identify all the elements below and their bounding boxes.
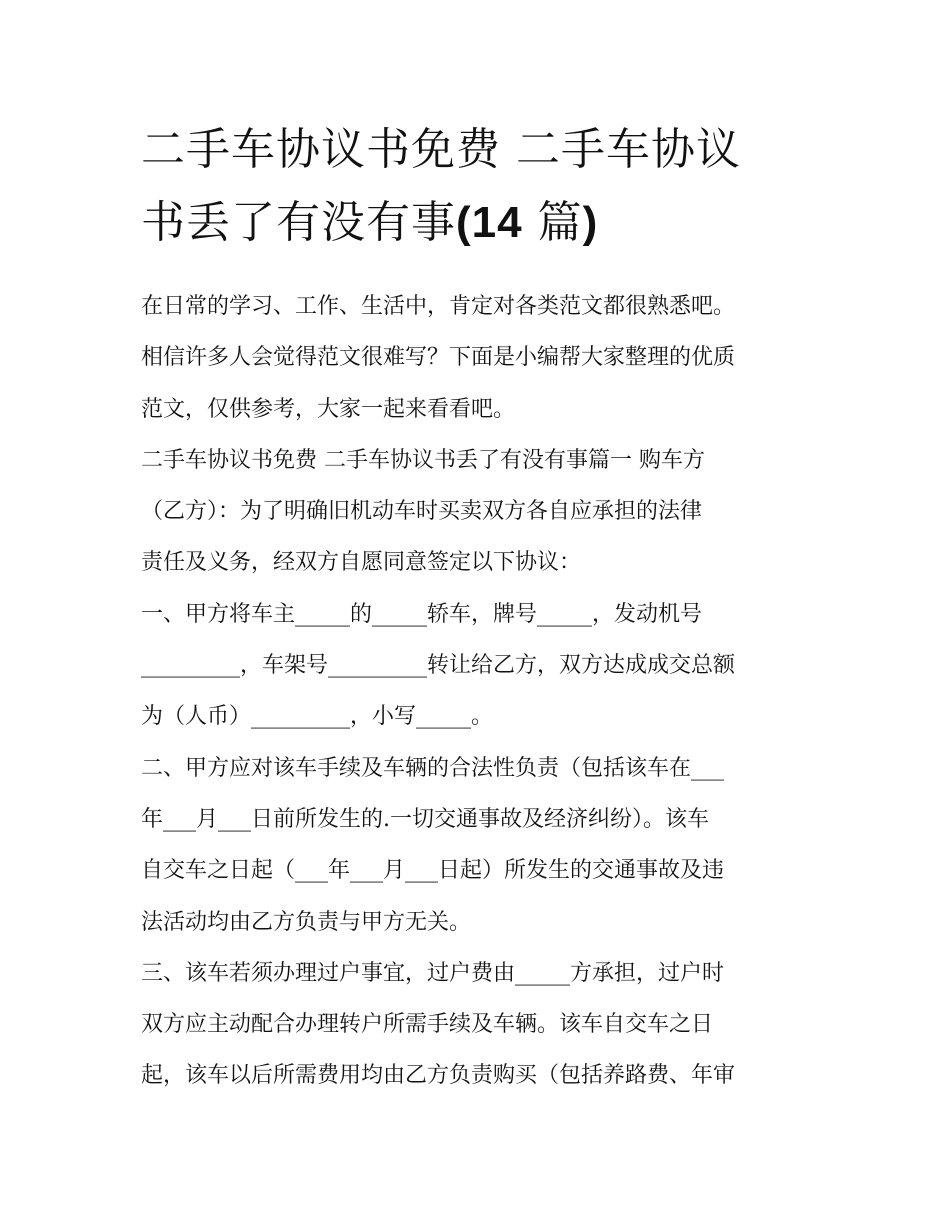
text-line: 责任及义务，经双方自愿同意签定以下协议： — [141, 550, 582, 576]
text-line: 三、该车若须办理过户事宜，过户费由_____方承担，过户时 — [141, 960, 725, 986]
text-line: 自交车之日起（___年___月___日起）所发生的交通事故及违 — [141, 858, 725, 884]
text-line: 法活动均由乙方负责与甲方无关。 — [141, 909, 472, 935]
title-line-1: 二手车协议书免费 二手车协议 — [141, 124, 741, 175]
text-line: 为（人币）_________，小写_____。 — [141, 704, 494, 730]
text-line: 相信许多人会觉得范文很难写？下面是小编帮大家整理的优质 — [141, 345, 736, 371]
text-line: 在日常的学习、工作、生活中，肯定对各类范文都很熟悉吧。 — [141, 294, 736, 319]
text-line: _________，车架号_________转让给乙方，双方达成成交总额 — [141, 653, 736, 679]
document-body — [141, 281, 811, 1102]
title-line-2-close: ) — [582, 198, 599, 247]
text-line: 起，该车以后所需费用均由乙方负责购买（包括养路费、年审 — [141, 1063, 736, 1089]
intro-paragraph — [141, 281, 811, 435]
preamble-paragraph — [141, 435, 811, 589]
text-line: 双方应主动配合办理转户所需手续及车辆。该车自交车之日 — [141, 1012, 714, 1038]
text-line: （乙方）：为了明确旧机动车时买卖双方各自应承担的法律 — [141, 499, 703, 525]
title-line-2-text: 书丢了有没有事 — [141, 197, 456, 248]
title-line-2-count: (14 — [456, 198, 523, 247]
text-line: 二、甲方应对该车手续及车辆的合法性负责（包括该车在___ — [141, 755, 725, 781]
clause-1-paragraph — [141, 589, 811, 743]
title-line-2: 书丢了有没有事(14 篇) — [141, 197, 599, 248]
document-title — [141, 113, 811, 259]
text-line: 年___月___日前所发生的.一切交通事故及经济纠纷）。该车 — [141, 806, 709, 832]
document-page — [141, 113, 811, 1102]
text-line: 一、甲方将车主_____的_____轿车，牌号_____，发动机号 — [141, 601, 703, 627]
text-line: 范文，仅供参考，大家一起来看看吧。 — [141, 396, 516, 422]
text-line: 二手车协议书免费 二手车协议书丢了有没有事篇一 购车方 — [141, 447, 705, 473]
clause-3-paragraph — [141, 948, 811, 1102]
clause-2-paragraph — [141, 743, 811, 948]
